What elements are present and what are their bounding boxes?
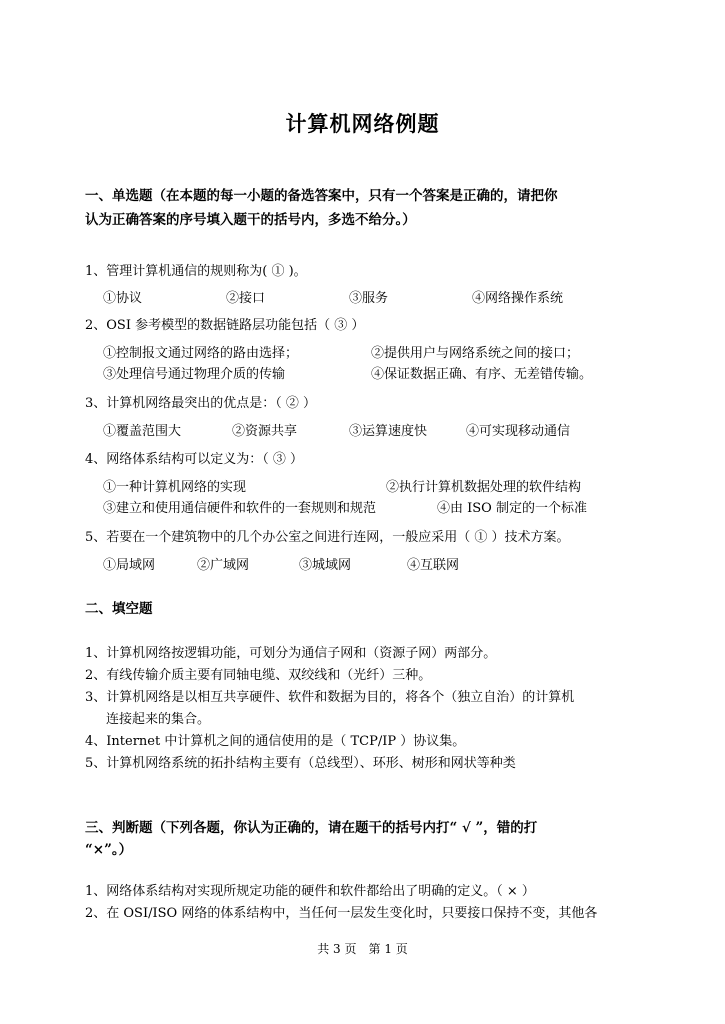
question-4-option-2: ②执行计算机数据处理的软件结构 xyxy=(386,480,582,495)
fill-item-5: 5、计算机网络系统的拓扑结构主要有（总线型）、环形、树形和网状等种类 xyxy=(85,756,516,771)
question-4-option-4: ④由 ISO 制定的一个标准 xyxy=(437,501,587,516)
section1-heading-line2: 认为正确答案的序号填入题干的括号内，多选不给分。） xyxy=(85,212,416,228)
question-4-stem: 4、网络体系结构可以定义为：（ ③ ） xyxy=(85,452,304,467)
fill-item-4: 4、Internet 中计算机之间的通信使用的是（ TCP/IP ）协议集。 xyxy=(85,734,466,749)
question-3-stem: 3、计算机网络最突出的优点是：（ ② ） xyxy=(85,396,317,411)
question-5-option-3: ③城域网 xyxy=(299,558,352,573)
fill-item-3-continuation: 连接起来的集合。 xyxy=(106,712,211,727)
question-1-option-3: ③服务 xyxy=(349,291,389,306)
section2-heading: 二、填空题 xyxy=(85,601,153,617)
question-3-option-3: ③运算速度快 xyxy=(349,424,428,439)
question-2-option-2: ②提供用户与网络系统之间的接口； xyxy=(371,346,580,361)
question-1-option-2: ②接口 xyxy=(226,291,266,306)
question-4-option-3: ③建立和使用通信硬件和软件的一套规则和规范 xyxy=(103,501,377,516)
question-4-option-1: ①一种计算机网络的实现 xyxy=(103,480,247,495)
section3-heading-line2: “×”。） xyxy=(85,842,133,858)
fill-item-2: 2、有线传输介质主要有同轴电缆、双绞线和（光纤）三种。 xyxy=(85,668,432,683)
question-5-option-2: ②广域网 xyxy=(197,558,250,573)
section1-heading-line1: 一、单选题（在本题的每一小题的备选答案中，只有一个答案是正确的，请把你 xyxy=(85,188,558,204)
question-2-stem: 2、OSI 参考模型的数据链路层功能包括（ ③ ） xyxy=(85,318,365,333)
question-5-stem: 5、若要在一个建筑物中的几个办公室之间进行连网，一般应采用（ ① ）技术方案。 xyxy=(85,530,570,545)
question-1-option-1: ①协议 xyxy=(103,291,143,306)
question-5-option-4: ④互联网 xyxy=(407,558,460,573)
judge-item-2: 2、在 OSI/ISO 网络的体系结构中，当任何一层发生变化时，只要接口保持不变，其他各 xyxy=(85,906,598,921)
question-5-option-1: ①局域网 xyxy=(103,558,156,573)
document-title: 计算机网络例题 xyxy=(285,111,440,136)
question-2-option-4: ④保证数据正确、有序、无差错传输。 xyxy=(371,367,593,382)
fill-item-3: 3、计算机网络是以相互共享硬件、软件和数据为目的，将各个（独立自治）的计算机 xyxy=(85,690,575,705)
page-footer: 共 3 页 第 1 页 xyxy=(317,942,408,956)
question-2-option-3: ③处理信号通过物理介质的传输 xyxy=(103,367,286,382)
question-3-option-1: ①覆盖范围大 xyxy=(103,424,182,439)
fill-item-1: 1、计算机网络按逻辑功能，可划分为通信子网和（资源子网）两部分。 xyxy=(85,646,497,661)
question-1-stem: 1、管理计算机通信的规则称为( ① )。 xyxy=(85,264,307,279)
section3-heading-line1: 三、判断题（下列各题，你认为正确的，请在题干的括号内打“ √ ”，错的打 xyxy=(85,820,538,836)
question-1-option-4: ④网络操作系统 xyxy=(472,291,564,306)
judge-item-1: 1、网络体系结构对实现所规定功能的硬件和软件都给出了明确的定义。（ × ） xyxy=(85,884,535,899)
question-2-option-1: ①控制报文通过网络的路由选择； xyxy=(103,346,299,361)
question-3-option-2: ②资源共享 xyxy=(232,424,298,439)
question-3-option-4: ④可实现移动通信 xyxy=(466,424,571,439)
